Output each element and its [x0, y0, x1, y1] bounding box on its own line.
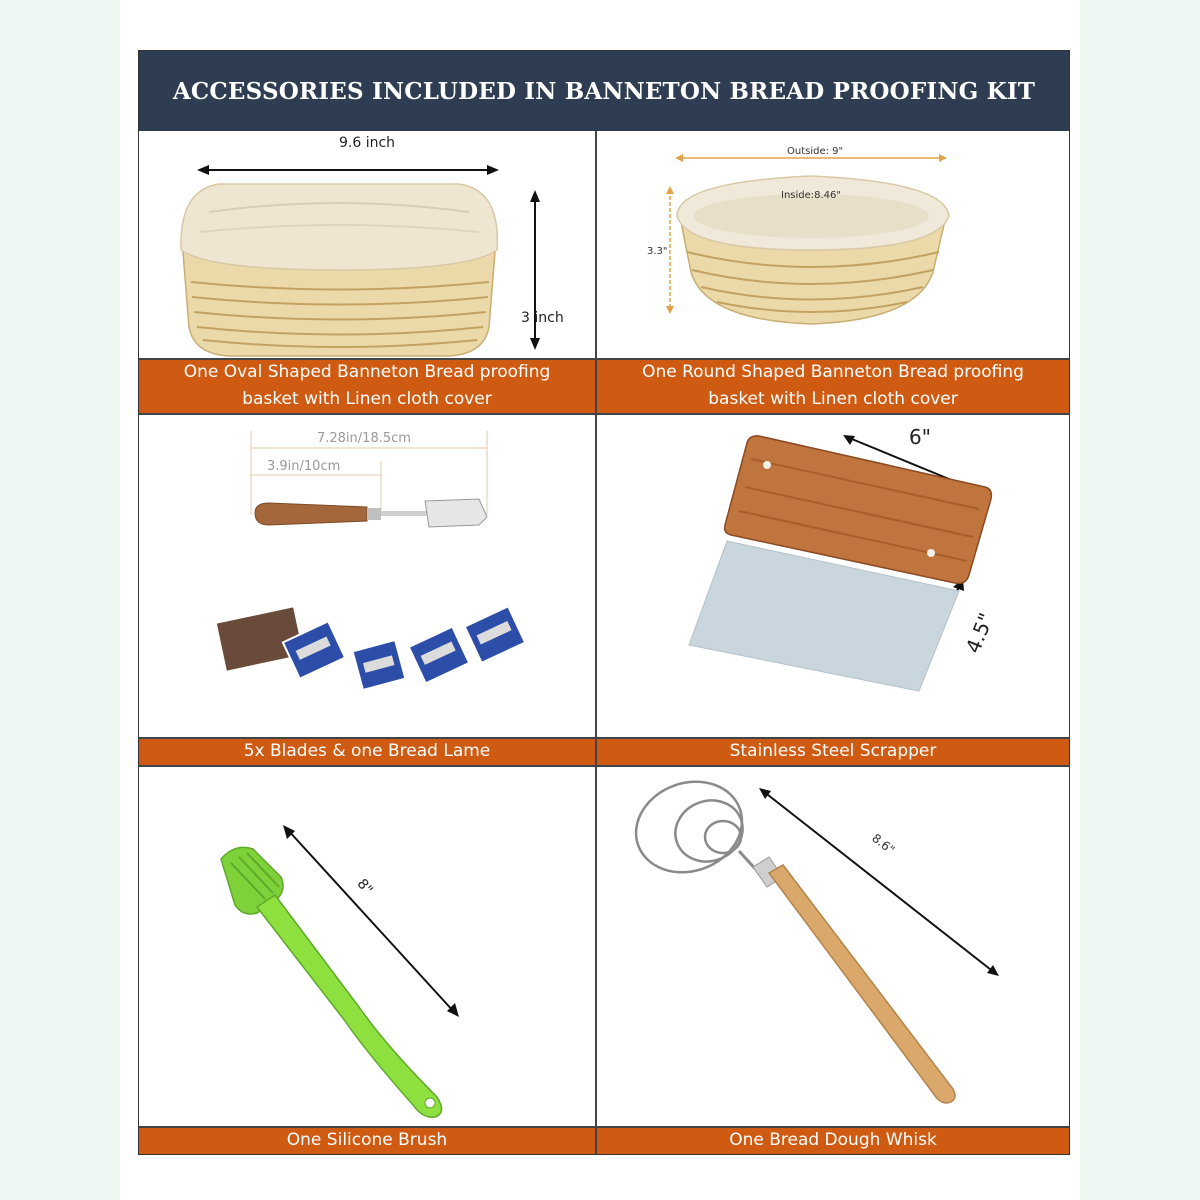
- dough-whisk-cell: [597, 767, 1069, 1138]
- oval-height-label: 3 inch: [521, 310, 564, 326]
- grid-divider-vertical: [595, 131, 597, 1154]
- silicone-brush-cell: [139, 767, 595, 1138]
- oval-basket-cell: [139, 132, 595, 358]
- caption-dough-whisk: [597, 1127, 1069, 1154]
- round-basket-cell: [597, 132, 1069, 358]
- lame-blades-cell: [139, 415, 595, 737]
- scraper-width-label: 6": [909, 425, 931, 449]
- lame-head-length-label: 3.9in/10cm: [267, 459, 341, 474]
- lame-blades-image: [139, 415, 595, 737]
- scraper-height-label: 4.5": [960, 609, 999, 657]
- grid-divider-row4: [139, 765, 1069, 767]
- caption-scraper-text: Stainless Steel Scrapper: [729, 741, 937, 761]
- silicone-brush-image: [139, 767, 595, 1138]
- brush-length-label: 8": [353, 875, 376, 899]
- grid-divider-row3: [139, 737, 1069, 739]
- caption-scraper: [597, 738, 1069, 765]
- scraper-image: [597, 415, 1069, 737]
- caption-round-line2: basket with Linen cloth cover: [708, 389, 958, 409]
- caption-lame-blades: [139, 738, 595, 765]
- caption-round-line1: One Round Shaped Banneton Bread proofing: [642, 362, 1024, 382]
- caption-whisk-text: One Bread Dough Whisk: [729, 1130, 937, 1150]
- dough-whisk-image: [597, 767, 1069, 1138]
- caption-oval-line2: basket with Linen cloth cover: [242, 389, 492, 409]
- caption-lame-text: 5x Blades & one Bread Lame: [243, 741, 491, 761]
- whisk-length-label: 8.6": [869, 830, 898, 858]
- grid-divider-row2: [139, 413, 1069, 415]
- caption-oval-basket: [139, 359, 595, 413]
- round-outside-label: Outside: 9": [787, 146, 844, 157]
- round-inside-label: Inside:8.46": [781, 190, 842, 201]
- grid-divider-row1: [139, 358, 1069, 360]
- caption-round-basket: [597, 359, 1069, 413]
- caption-brush-text: One Silicone Brush: [286, 1130, 448, 1150]
- header-banner: [139, 51, 1069, 131]
- caption-silicone-brush: [139, 1127, 595, 1154]
- page-title: ACCESSORIES INCLUDED IN BANNETON BREAD PROOFING KIT: [172, 77, 1036, 105]
- scraper-cell: [597, 415, 1069, 737]
- kit-accessories-sheet: [138, 50, 1070, 1155]
- grid-divider-row5: [139, 1126, 1069, 1128]
- round-basket-image: [597, 132, 1069, 358]
- oval-width-label: 9.6 inch: [339, 135, 396, 151]
- round-height-label: 3.3": [647, 246, 668, 257]
- caption-oval-line1: One Oval Shaped Banneton Bread proofing: [183, 362, 551, 382]
- lame-total-length-label: 7.28in/18.5cm: [317, 431, 411, 446]
